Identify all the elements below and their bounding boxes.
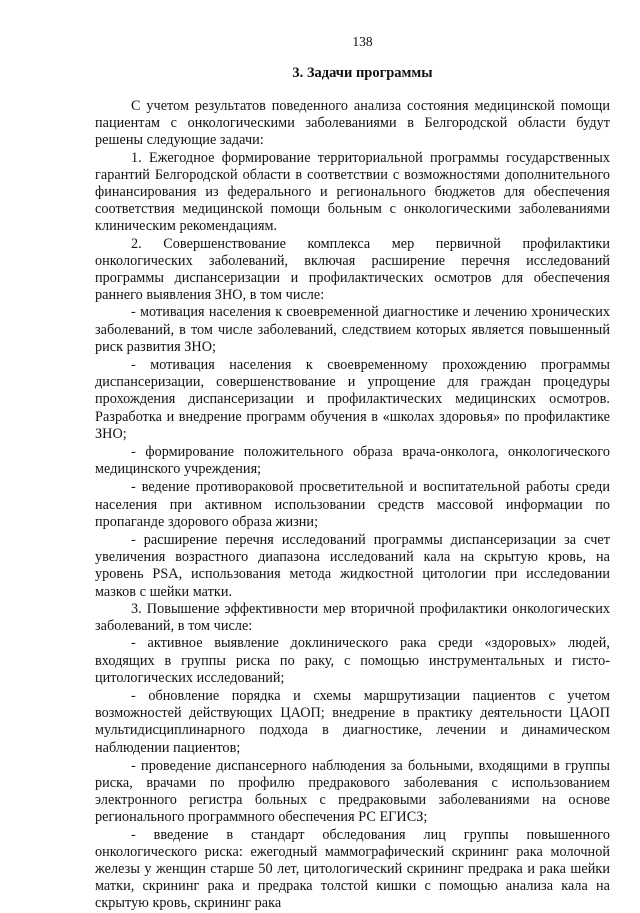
document-body (95, 98, 610, 913)
page-number: 138 (352, 34, 373, 49)
list-item: - введение в стандарт обследования лиц группы повышенного онкологического риска: ежегодный маммографический скрининг рака молочной железы у женщин старше 50 лет, цитологический скрининг предрака и рака шейки матки, скрининг рака и предрака толстой кишки с помощью анализа кала на скрытую кровь, скрининг рака (95, 826, 610, 912)
list-item: - ведение противораковой просветительной и воспитательной работы среди населения при активном использовании средств массовой информации по пропаганде здорового образа жизни; (95, 479, 610, 530)
list-item: - мотивация населения к своевременному прохождению программы диспансеризации, совершенствование и упрощение для граждан процедуры прохождения диспансеризации и профилактических медицинских осмотров. Разработка и внедрение программ обучения в «школах здоровья» по профилактике ЗНО; (95, 357, 610, 442)
list-item: - обновление порядка и схемы маршрутизации пациентов с учетом возможностей действующих ЦАОП; внедрение в практику деятельности ЦАОП мультидисциплинарного подхода в диагностике, лечении и динамическом наблюдении пациентов; (95, 687, 610, 756)
list-item: - проведение диспансерного наблюдения за больными, входящими в группы риска, врачами по профилю предракового заболевания с использованием электронного регистра больных с предраковыми заболеваниями на основе регионального программного обеспечения РС ЕГИСЗ; (95, 757, 610, 826)
intro-paragraph: С учетом результатов поведенного анализа состояния медицинской помощи пациентам с онкологическими заболеваниями в Белгородской области будут решены следующие задачи: (95, 98, 610, 149)
task-3-paragraph: 3. Повышение эффективности мер вторичной профилактики онкологических заболеваний, в том числе: (95, 600, 610, 635)
task-1-paragraph: 1. Ежегодное формирование территориальной программы государственных гарантий Белгородской области в соответствии с возможностями дополнительного финансирования из федерального и регионального бюджетов для обеспечения соответствия медицинской помощи больным с онкологическими заболеваниями клиническим рекомендациям. (95, 149, 610, 235)
list-item: - мотивация населения к своевременной диагностике и лечению хронических заболеваний, в том числе заболеваний, следствием которых является повышенный риск развития ЗНО; (95, 304, 610, 355)
section-title: 3. Задачи программы (292, 65, 433, 81)
task-2-paragraph: 2. Совершенствование комплекса мер первичной профилактики онкологических заболеваний, включая расширение перечня исследований программы диспансеризации и профилактических осмотров для обеспечения раннего выявления ЗНО, в том числе: (95, 235, 610, 304)
list-item: - активное выявление доклинического рака среди «здоровых» людей, входящих в группы риска по раку, с помощью инструментальных и гисто-цитологических исследований; (95, 635, 610, 686)
list-item: - расширение перечня исследований программы диспансеризации за счет увеличения возрастного диапазона исследований кала на скрытую кровь, на уровень PSA, использования метода жидкостной цитологии при исследовании мазков с шейки матки. (95, 532, 610, 600)
list-item: - формирование положительного образа врача-онколога, онкологического медицинского учреждения; (95, 444, 610, 478)
